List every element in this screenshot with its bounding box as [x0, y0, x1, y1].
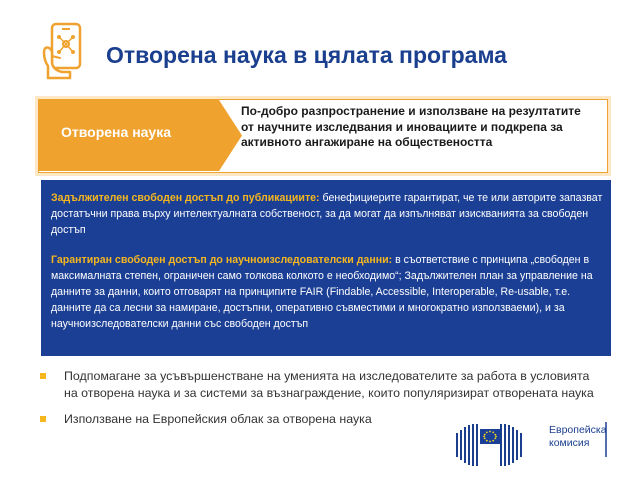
banner-label: Отворена наука [61, 124, 172, 140]
ec-logo-line2: комисия [549, 437, 590, 449]
ec-logo-line1: Европейска [549, 424, 607, 436]
research-data-heading: Гарантиран свободен достъп до научноизследователски данни: [51, 254, 393, 266]
banner-description: По-добро разпространение и използване на резултатите от научните изследвания и иновациите и подкрепа за активното ангажиране на обществеността [241, 104, 581, 149]
research-data-paragraph [51, 252, 603, 332]
open-science-banner [38, 99, 608, 173]
bullet-text: Използване на Европейския облак за отворена наука [64, 412, 372, 426]
open-access-info-box [41, 180, 611, 356]
ec-logo-text [549, 424, 607, 450]
bullet-square-icon [40, 373, 46, 379]
research-data-text: в съответствие с принципа „свободен в максималната степен, ограничен само толкова колкото е необходимо“; Задължителен план за управление на данните за данни, които отговарят на принципите FAIR (Findable, Accessible, Interoperable, Re-usable, т.е. данните да са лесни за намиране, достъпни, оперативно съвместими и многократно използваеми), и за научноизследователски данни със свободен достъп [51, 254, 593, 330]
page-title: Отворена наука в цялата програма [106, 42, 507, 68]
publications-heading: Задължителен свободен достъп до публикациите: [51, 192, 320, 204]
publications-paragraph [51, 190, 603, 238]
bullet-text: Подпомагане за усъвършенстване на уменията на изследователите за работа в условията на отворена наука и за системи за възнаграждение, които популяризират отворената наука [64, 369, 594, 400]
hand-phone-icon [40, 22, 88, 80]
list-item [38, 368, 598, 401]
bullet-square-icon [40, 416, 46, 422]
publications-text: бенефициерите гарантират, че те или авторите запазват достатъчни права върху интелектуалната собственост, за да могат да изпълняват изискванията за свободен достъп [51, 192, 603, 236]
